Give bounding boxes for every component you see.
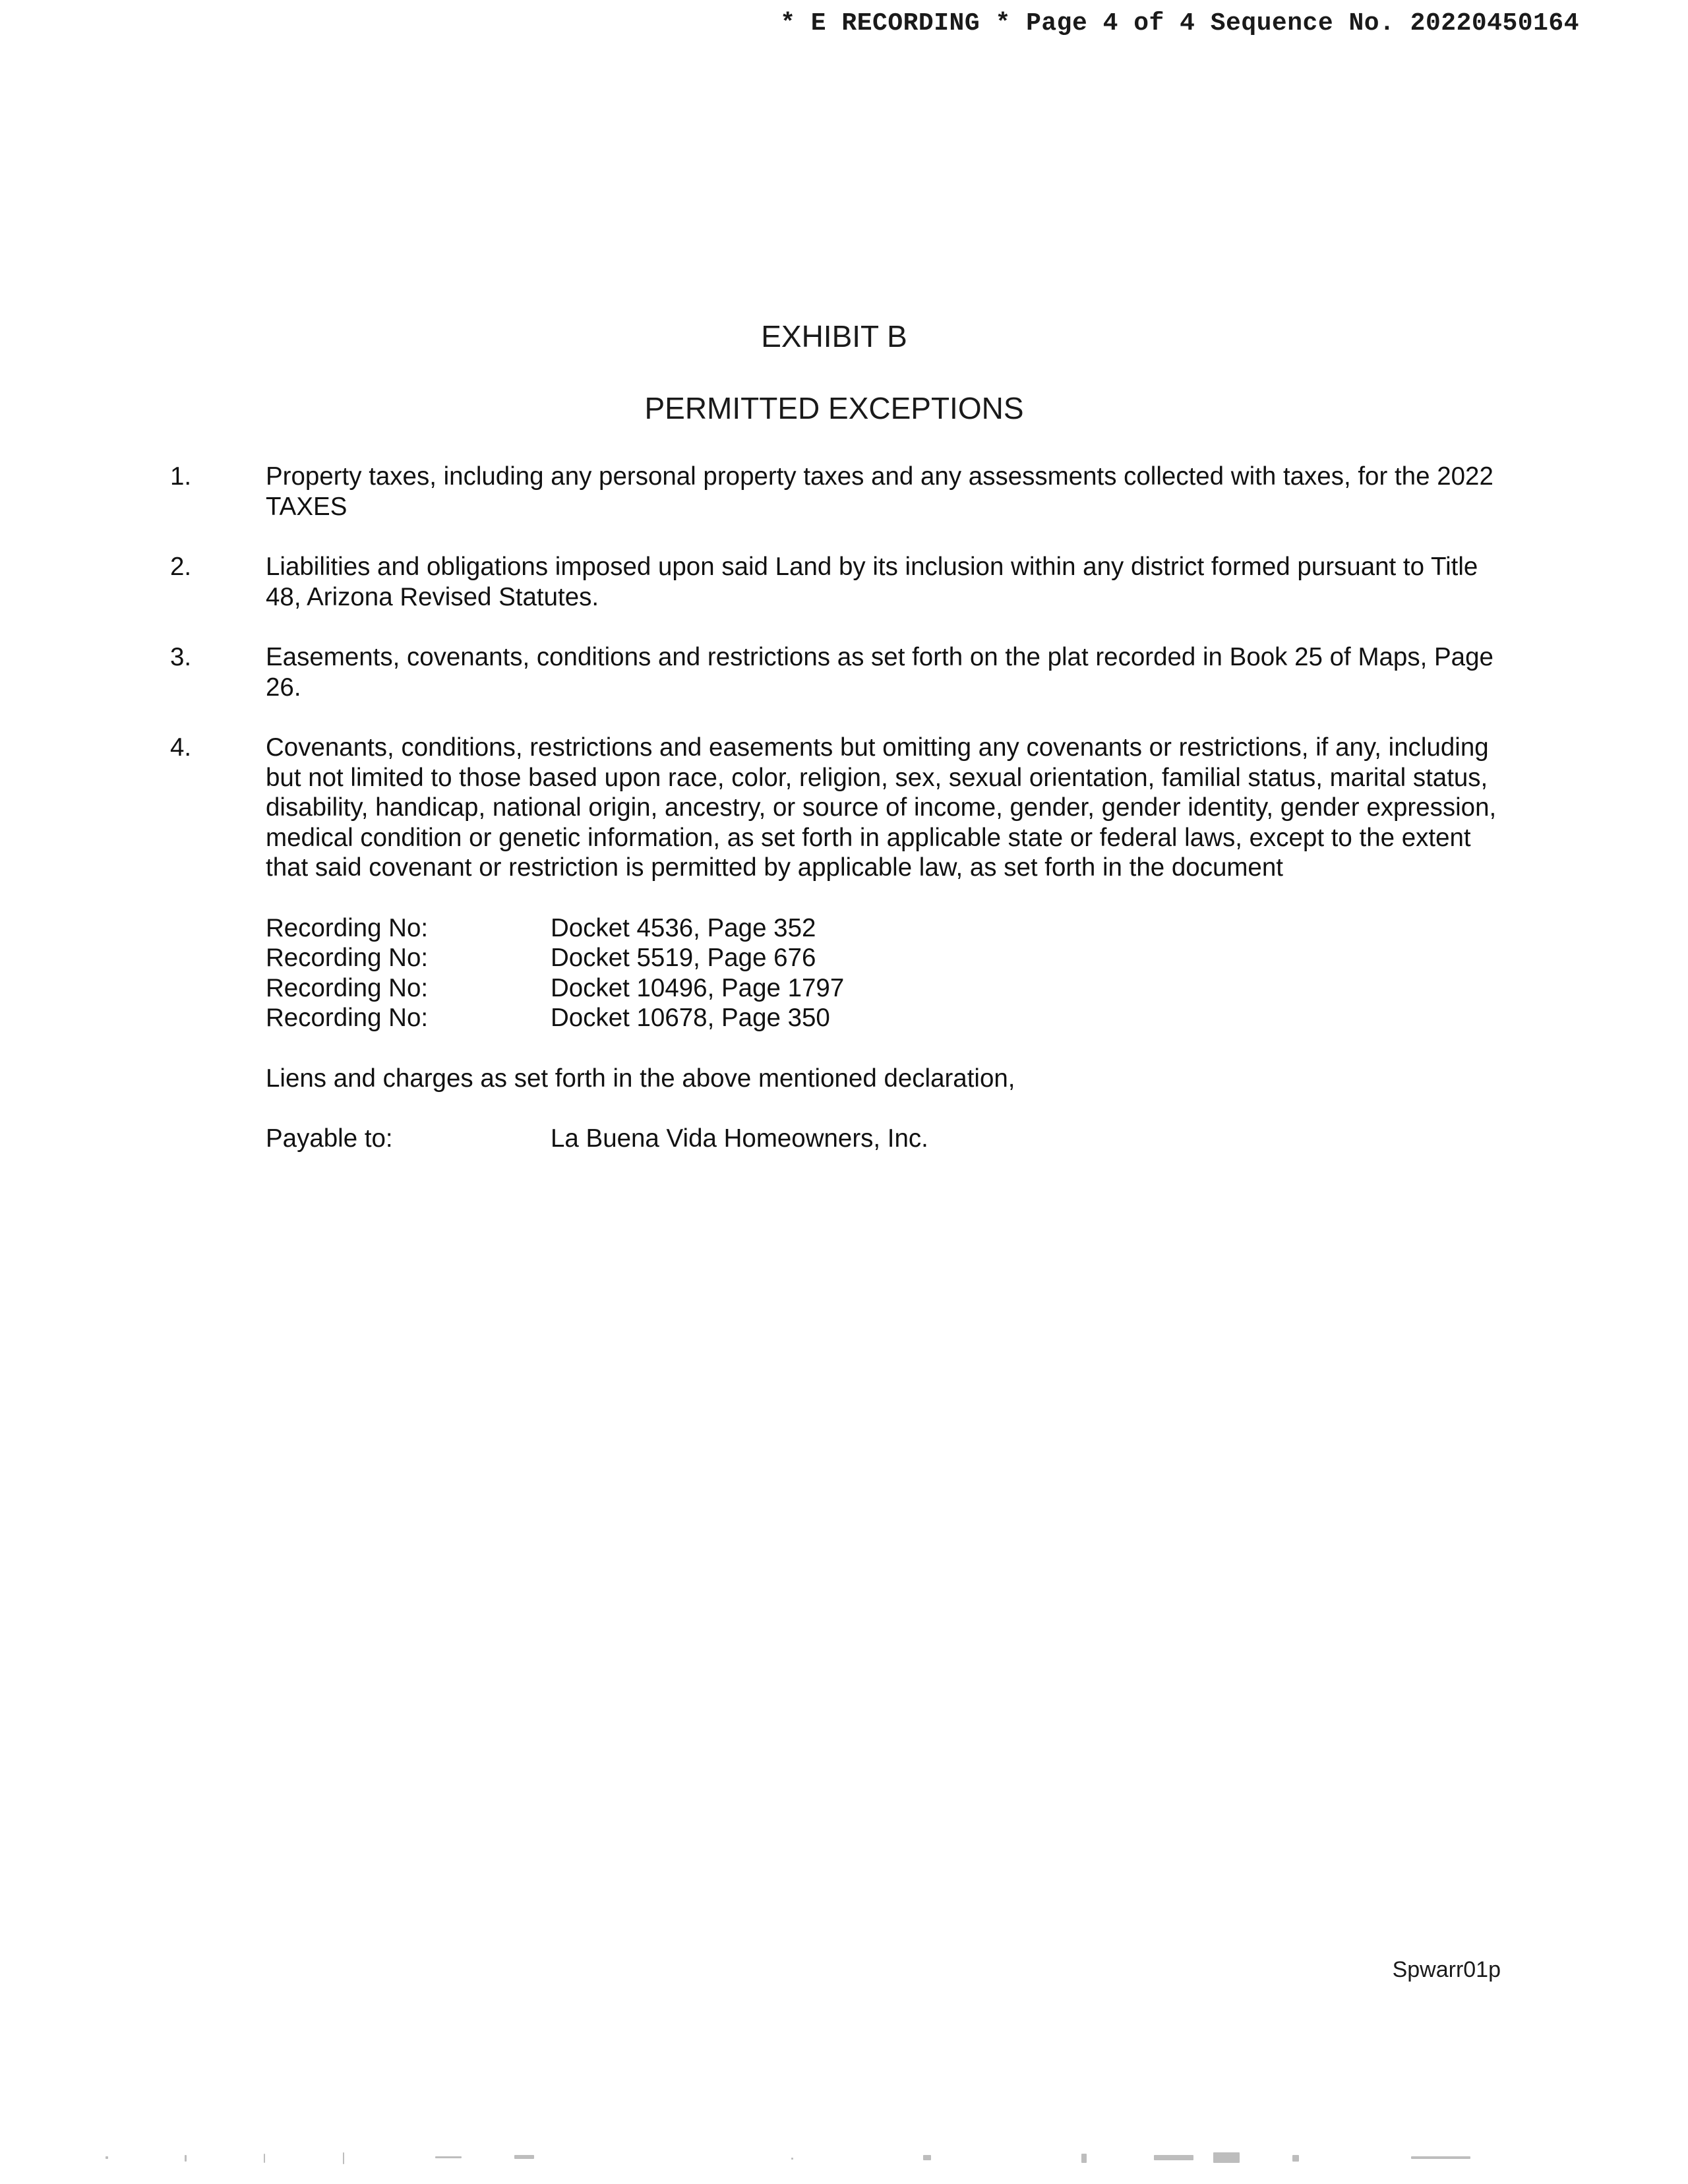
- item-text: Property taxes, including any personal property taxes and any assessments collected with taxes, for the 2022 TAXES: [266, 462, 1493, 521]
- item-body: [266, 733, 1509, 1154]
- exceptions-list: [170, 462, 1509, 1184]
- recording-value: Docket 10496, Page 1797: [551, 973, 845, 1002]
- exhibit-title: EXHIBIT B: [761, 319, 907, 353]
- list-item: [170, 733, 1509, 1154]
- item-number: 4.: [170, 733, 192, 762]
- form-code: Spwarr01p: [1392, 1957, 1501, 1982]
- scan-speck: [1154, 2155, 1193, 2160]
- recording-value: Docket 4536, Page 352: [551, 913, 816, 942]
- scan-artifacts: [66, 2151, 1582, 2166]
- item-number: 2.: [170, 553, 192, 581]
- scan-speck: [1081, 2154, 1087, 2163]
- scan-speck: [343, 2152, 344, 2164]
- list-item: [170, 642, 1509, 702]
- section-title: PERMITTED EXCEPTIONS: [644, 391, 1024, 425]
- item-number: 3.: [170, 643, 192, 671]
- scan-speck: [514, 2155, 534, 2159]
- recording-row: [266, 913, 1509, 944]
- recording-row: [266, 973, 1509, 1004]
- item-text: Liabilities and obligations imposed upon said Land by its inclusion within any district formed pursuant to Title 48, Arizona Revised Statutes.: [266, 553, 1478, 611]
- scan-speck: [1292, 2155, 1299, 2162]
- recording-value: Docket 10678, Page 350: [551, 1004, 830, 1032]
- scan-speck: [1411, 2156, 1470, 2159]
- recording-stamp: * E RECORDING * Page 4 of 4 Sequence No. 20220450164: [780, 9, 1579, 38]
- payable-row: [266, 1124, 1509, 1154]
- payable-label: Payable to:: [266, 1124, 393, 1153]
- recording-label: Recording No:: [266, 1004, 429, 1032]
- scan-speck: [1213, 2152, 1240, 2163]
- liens-text: Liens and charges as set forth in the above mentioned declaration,: [266, 1064, 1015, 1093]
- scan-speck: [264, 2154, 265, 2163]
- payable-value: La Buena Vida Homeowners, Inc.: [551, 1124, 928, 1153]
- list-item: [170, 462, 1509, 522]
- scan-speck: [185, 2155, 187, 2162]
- scan-speck: [106, 2156, 108, 2159]
- item-text: Easements, covenants, conditions and restrictions as set forth on the plat recorded in Book 25 of Maps, Page 26.: [266, 643, 1493, 702]
- recording-label: Recording No:: [266, 913, 429, 942]
- recording-label: Recording No:: [266, 973, 429, 1002]
- item-text: Covenants, conditions, restrictions and easements but omitting any covenants or restrictions, if any, including but not limited to those based upon race, color, religion, sex, sexual orientation, familial status, marital status, disability, handicap, national origin, ancestry, or source of income, gender, gender identity, gender expression, medical condition or genetic information, as set forth in applicable state or federal laws, except to the extent that said covenant or restriction is permitted by applicable law, as set forth in the document: [266, 733, 1497, 882]
- item-number: 1.: [170, 462, 192, 491]
- recording-row: [266, 1003, 1509, 1033]
- recording-row: [266, 943, 1509, 973]
- recording-value: Docket 5519, Page 676: [551, 944, 816, 972]
- list-item: [170, 552, 1509, 612]
- recording-table: [266, 913, 1509, 1033]
- recording-label: Recording No:: [266, 944, 429, 972]
- scan-speck: [435, 2156, 462, 2158]
- scan-speck: [923, 2155, 931, 2160]
- scan-speck: [791, 2158, 793, 2160]
